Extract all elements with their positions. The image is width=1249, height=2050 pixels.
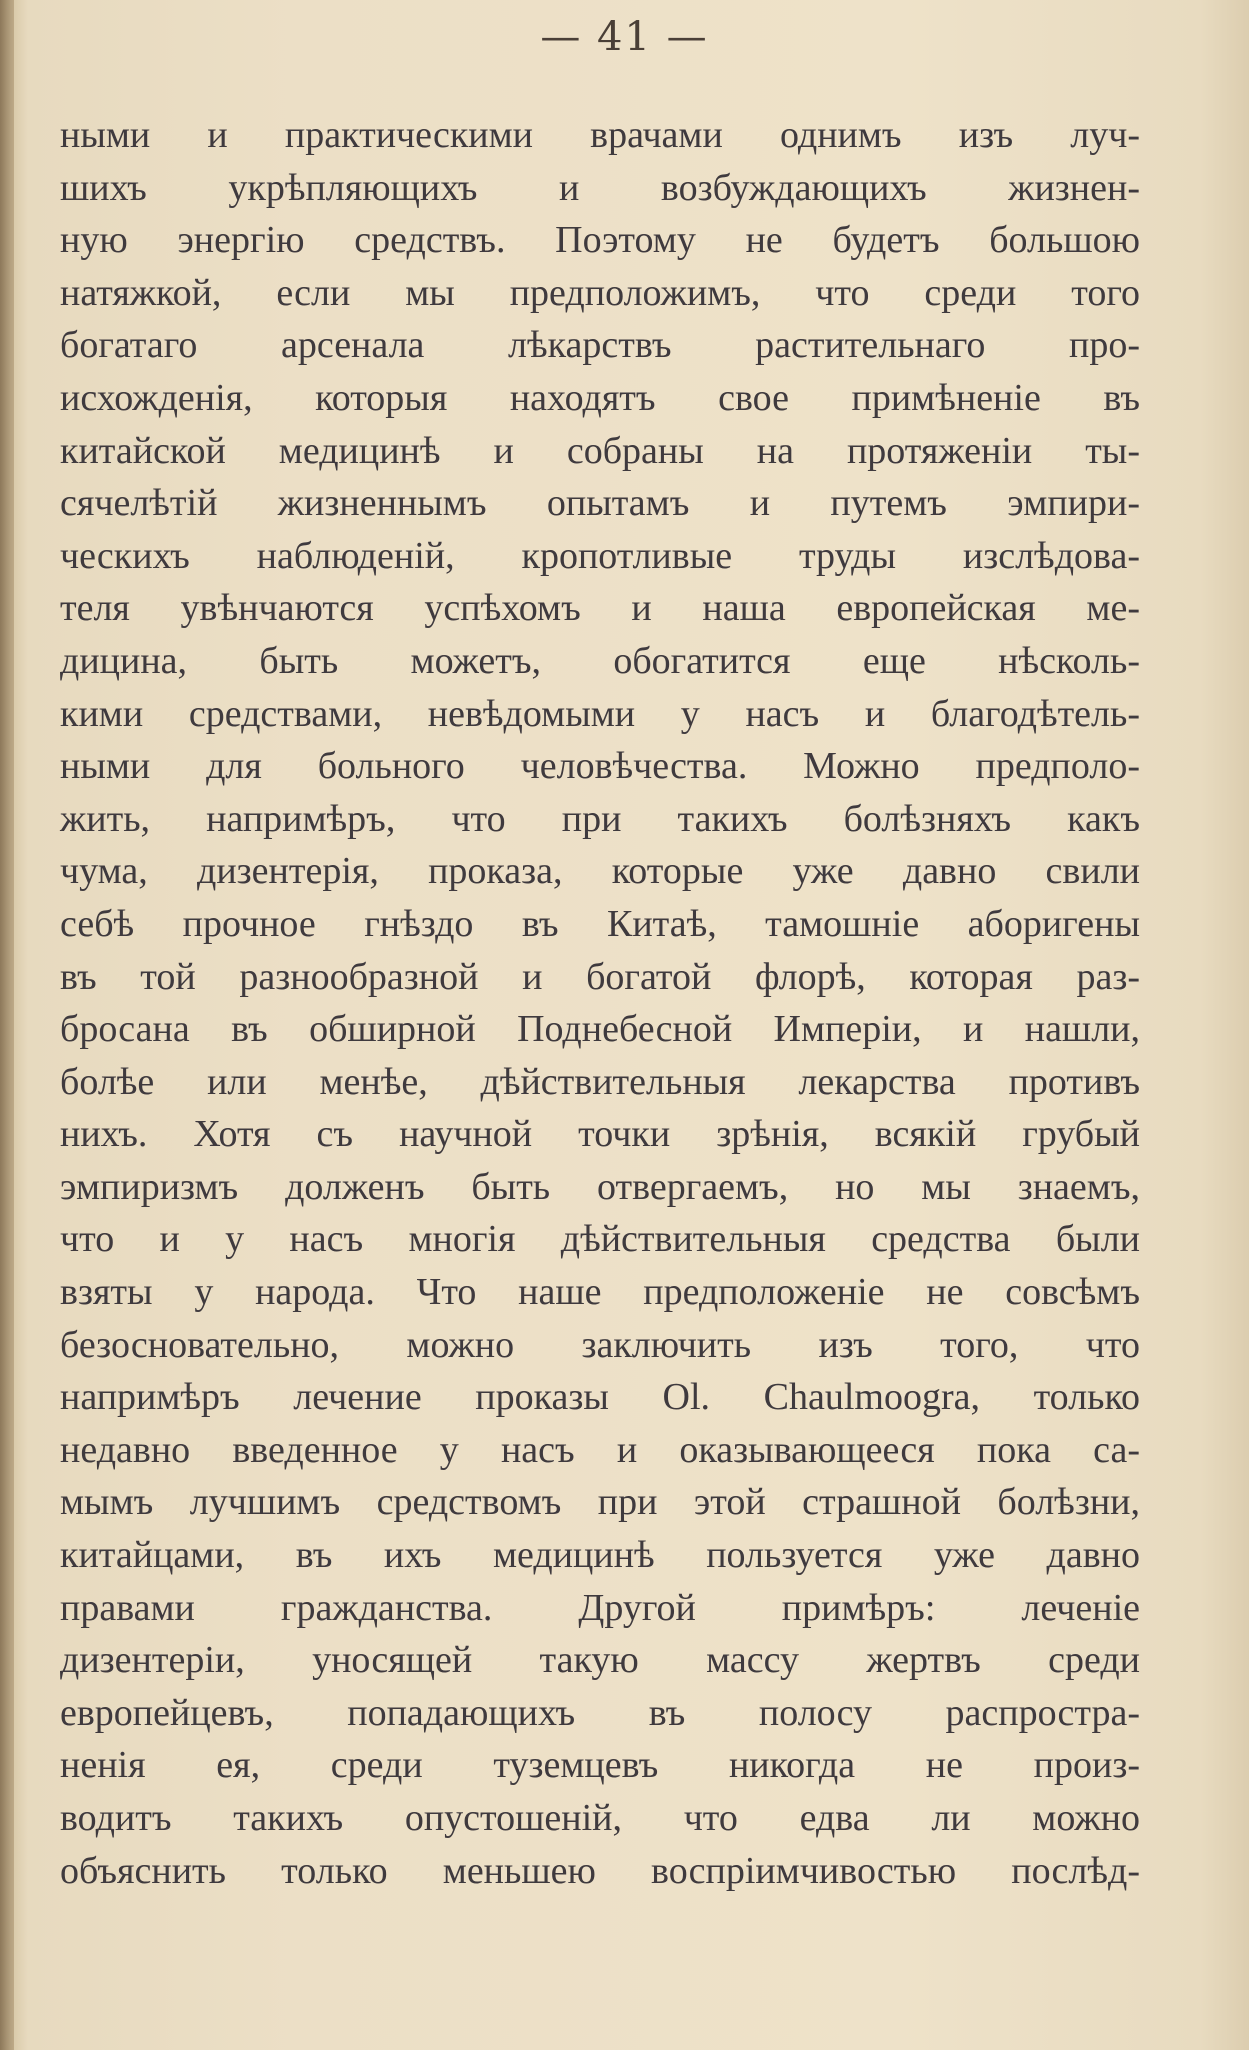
text-line: нихъ. Хотя съ научной точки зрѣнія, всякій грубый bbox=[60, 1113, 1140, 1156]
text-line: сячелѣтій жизненнымъ опытамъ и путемъ эмпири- bbox=[60, 482, 1140, 525]
text-line: объяснить только меньшею воспріимчивостью послѣд- bbox=[60, 1849, 1140, 1892]
text-line: болѣе или менѣе, дѣйствительныя лекарства противъ bbox=[60, 1060, 1140, 1103]
text-line: что и у насъ многія дѣйствительныя средства были bbox=[60, 1218, 1140, 1261]
text-line: ными и практическими врачами однимъ изъ луч- bbox=[60, 114, 1140, 156]
text-line: ненія ея, среди туземцевъ никогда не произ- bbox=[60, 1744, 1140, 1787]
text-line: дицина, быть можетъ, обогатится еще нѣсколь- bbox=[60, 639, 1140, 682]
text-line: кими средствами, невѣдомыми у насъ и благодѣтель- bbox=[60, 692, 1140, 735]
text-line: бросана въ обширной Поднебесной Имперіи, и нашли, bbox=[60, 1008, 1140, 1051]
text-line: эмпиризмъ долженъ быть отвергаемъ, но мы знаемъ, bbox=[60, 1165, 1140, 1208]
text-line: въ той разнообразной и богатой флорѣ, которая раз- bbox=[60, 955, 1140, 998]
text-line: европейцевъ, попадающихъ въ полосу распростра- bbox=[60, 1691, 1140, 1734]
body-text bbox=[60, 109, 1140, 1897]
text-line: мымъ лучшимъ средствомъ при этой страшной болѣзни, bbox=[60, 1481, 1140, 1524]
text-line: китайской медицинѣ и собраны на протяженіи ты- bbox=[60, 429, 1140, 472]
text-line: безосновательно, можно заключить изъ того, что bbox=[60, 1323, 1140, 1366]
text-line: правами гражданства. Другой примѣръ: леченіе bbox=[60, 1586, 1140, 1629]
text-line: исхожденія, которыя находятъ свое примѣненіе въ bbox=[60, 376, 1140, 419]
text-line: себѣ прочное гнѣздо въ Китаѣ, тамошніе аборигены bbox=[60, 902, 1140, 945]
text-line: водитъ такихъ опустошеній, что едва ли можно bbox=[60, 1797, 1140, 1839]
text-line: дизентеріи, уносящей такую массу жертвъ среди bbox=[60, 1639, 1140, 1682]
text-line: ную энергію средствъ. Поэтому не будетъ большою bbox=[60, 219, 1140, 262]
text-line: напримѣръ лечение проказы Ol. Chaulmoogra, только bbox=[60, 1376, 1140, 1419]
text-line: ными для больного человѣчества. Можно предполо- bbox=[60, 745, 1140, 788]
page-number: — 41 — bbox=[540, 14, 709, 60]
text-line: ческихъ наблюденій, кропотливые труды изслѣдова- bbox=[60, 534, 1140, 577]
text-line: теля увѣнчаются успѣхомъ и наша европейская ме- bbox=[60, 587, 1140, 630]
text-line: жить, напримѣръ, что при такихъ болѣзняхъ какъ bbox=[60, 797, 1140, 840]
book-spine-shadow bbox=[0, 0, 14, 2050]
text-line: натяжкой, если мы предположимъ, что среди того bbox=[60, 271, 1140, 314]
text-line: взяты у народа. Что наше предположеніе не совсѣмъ bbox=[60, 1271, 1140, 1314]
text-line: богатаго арсенала лѣкарствъ растительнаго про- bbox=[60, 324, 1140, 367]
text-line: чума, дизентерія, проказа, которые уже давно свили bbox=[60, 850, 1140, 893]
text-line: недавно введенное у насъ и оказывающееся пока са- bbox=[60, 1428, 1140, 1471]
text-line: шихъ укрѣпляющихъ и возбуждающихъ жизнен- bbox=[60, 166, 1140, 209]
text-line: китайцами, въ ихъ медицинѣ пользуется уже давно bbox=[60, 1534, 1140, 1577]
